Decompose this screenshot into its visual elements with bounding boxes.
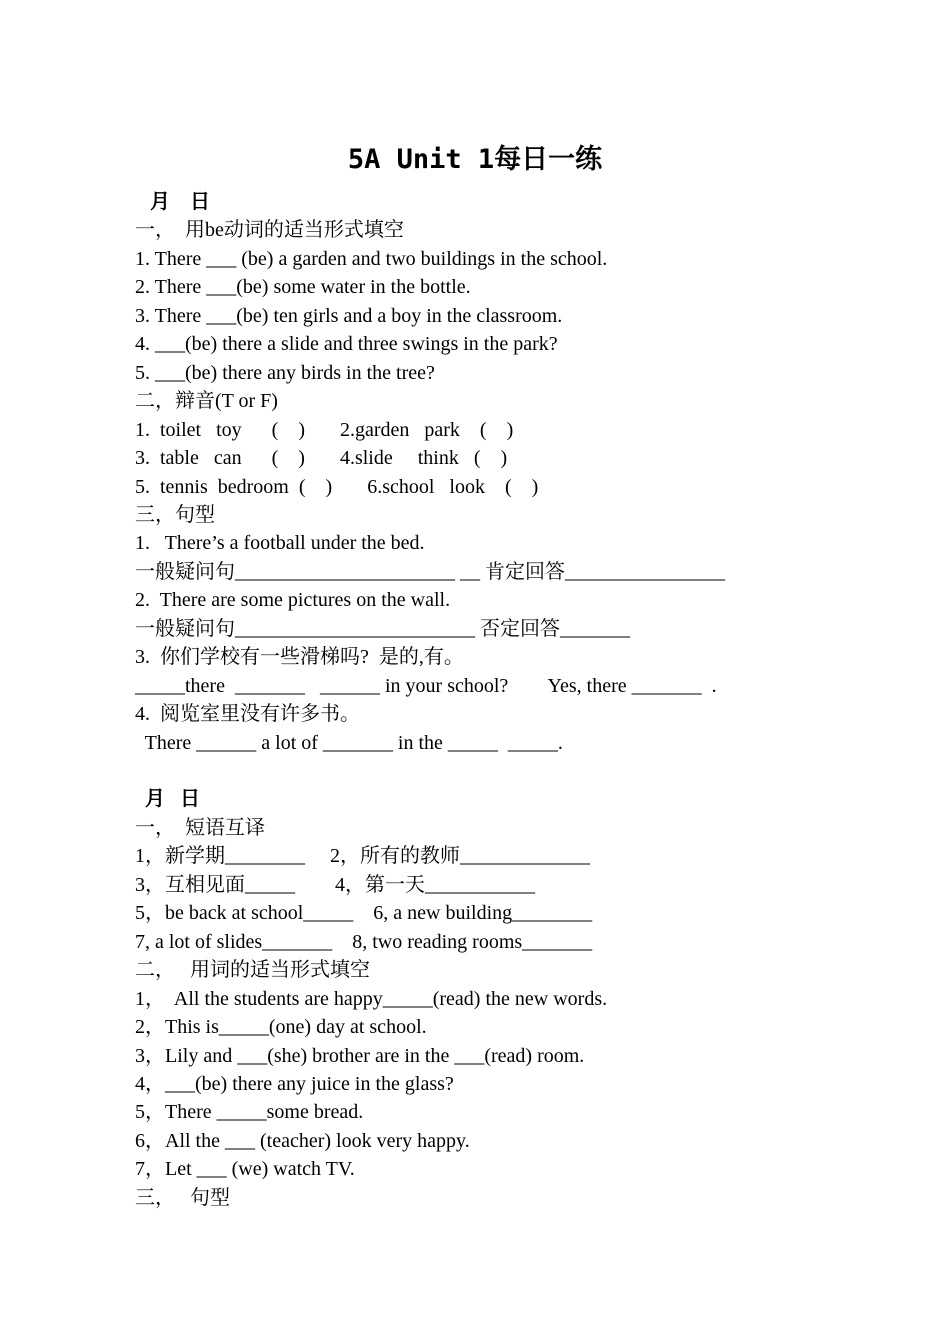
worksheet-line: 1. There ___ (be) a garden and two buildings in the school. <box>135 247 608 270</box>
worksheet-line: 2，This is_____(one) day at school. <box>135 1016 427 1039</box>
worksheet-line: 4，___(be) there any juice in the glass? <box>135 1072 454 1095</box>
worksheet-line: 三， 句型 <box>135 1186 230 1209</box>
worksheet-line: 3. table can ( ) 4.slide think ( ) <box>135 447 508 470</box>
worksheet-line: 5，be back at school_____ 6, a new building________ <box>135 902 593 925</box>
worksheet-line: 4. ___(be) there a slide and three swings in the park? <box>135 333 558 356</box>
worksheet-line: 一， 短语互译 <box>135 816 265 839</box>
date-line: 月 日 <box>135 788 200 811</box>
worksheet-line: 一， 用be动词的适当形式填空 <box>135 219 404 242</box>
worksheet-line: 三，句型 <box>135 503 215 526</box>
worksheet-line: 6，All the ___ (teacher) look very happy. <box>135 1129 470 1152</box>
worksheet-line: 一般疑问句______________________ __ 肯定回答________________ <box>135 560 725 583</box>
worksheet-line: 1，新学期________ 2，所有的教师_____________ <box>135 845 590 868</box>
worksheet-line: 5. tennis bedroom ( ) 6.school look ( ) <box>135 475 539 498</box>
worksheet-line: 3. There ___(be) ten girls and a boy in the classroom. <box>135 304 563 327</box>
worksheet-line: 2. There are some pictures on the wall. <box>135 589 451 612</box>
worksheet-line: 1， All the students are happy_____(read) the new words. <box>135 987 608 1010</box>
worksheet-line: 1. toilet toy ( ) 2.garden park ( ) <box>135 418 514 441</box>
worksheet-line: 3. 你们学校有一些滑梯吗? 是的,有。 <box>135 646 464 669</box>
page-title: 5A Unit 1每日一练 <box>347 144 603 175</box>
worksheet-line: 7, a lot of slides_______ 8, two reading rooms_______ <box>135 930 593 953</box>
worksheet-line: 7，Let ___ (we) watch TV. <box>135 1158 355 1181</box>
worksheet-line: _____there _______ ______ in your school? Yes, there _______ . <box>135 674 717 697</box>
date-line: 月 日 <box>135 191 210 213</box>
worksheet-line: 3，Lily and ___(she) brother are in the ___(read) room. <box>135 1044 585 1067</box>
worksheet-line: There ______ a lot of _______ in the _____ _____. <box>135 731 563 754</box>
worksheet-line: 一般疑问句________________________ 否定回答_______ <box>135 617 630 640</box>
worksheet-line: 5，There _____some bread. <box>135 1101 364 1124</box>
worksheet-line: 1. There’s a football under the bed. <box>135 532 425 555</box>
worksheet-line: 二， 用词的适当形式填空 <box>135 959 370 982</box>
worksheet-line: 5. ___(be) there any birds in the tree? <box>135 361 435 384</box>
worksheet-line: 3，互相见面_____ 4，第一天___________ <box>135 873 535 896</box>
worksheet-line: 2. There ___(be) some water in the bottle. <box>135 276 471 299</box>
worksheet-line: 二，辩音(T or F) <box>135 390 278 413</box>
worksheet-line: 4. 阅览室里没有许多书。 <box>135 703 360 726</box>
